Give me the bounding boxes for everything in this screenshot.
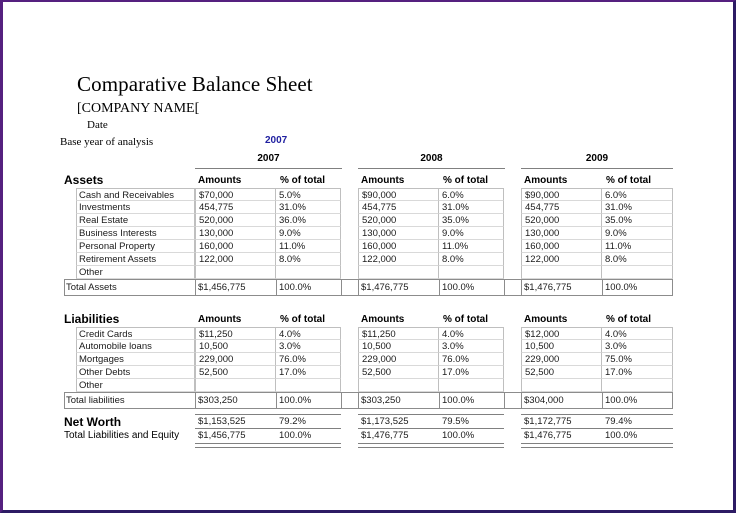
assets-cell-y2007-pct-6[interactable] <box>276 266 341 279</box>
liab-cell-y2009-amount-3[interactable]: 52,500 <box>521 366 602 379</box>
assets-cell-y2007-amount-2[interactable]: 520,000 <box>195 214 276 227</box>
total-liabilities-amount-2009: $304,000 <box>524 395 564 406</box>
col-header-percent-2007: % of total <box>280 175 325 186</box>
liab-col-header-amounts-2009: Amounts <box>524 314 568 325</box>
liab-cell-y2007-amount-0[interactable]: $11,250 <box>195 327 276 340</box>
assets-cell-y2009-amount-4[interactable]: 160,000 <box>521 240 602 253</box>
col-header-percent-2009: % of total <box>606 175 651 186</box>
total-liab-sep-4 <box>358 392 359 409</box>
total-assets-sep-2 <box>276 279 277 296</box>
assets-cell-y2009-pct-0[interactable]: 6.0% <box>602 188 673 201</box>
assets-cell-y2008-pct-2[interactable]: 35.0% <box>439 214 504 227</box>
total-liab-sep-3 <box>341 392 342 409</box>
assets-cell-y2008-amount-0[interactable]: $90,000 <box>358 188 439 201</box>
assets-cell-label-5[interactable]: Retirement Assets <box>76 253 195 266</box>
assets-cell-label-1[interactable]: Investments <box>76 201 195 214</box>
base-year-label: Base year of analysis <box>60 136 154 148</box>
assets-cell-y2008-pct-3[interactable]: 9.0% <box>439 227 504 240</box>
total-assets-sep-5 <box>439 279 440 296</box>
total-liabilities-percent-2009: 100.0% <box>605 395 638 406</box>
tle-double-rule-2008 <box>358 443 504 448</box>
assets-cell-y2008-pct-6[interactable] <box>439 266 504 279</box>
liab-cell-y2009-amount-1[interactable]: 10,500 <box>521 340 602 353</box>
assets-cell-y2009-amount-0[interactable]: $90,000 <box>521 188 602 201</box>
assets-cell-y2009-pct-1[interactable]: 31.0% <box>602 201 673 214</box>
tle-amount-2007: $1,456,775 <box>198 430 246 441</box>
liab-cell-y2007-pct-0[interactable]: 4.0% <box>276 327 341 340</box>
liab-cell-y2009-amount-2[interactable]: 229,000 <box>521 353 602 366</box>
total-assets-sep-6 <box>504 279 505 296</box>
total-liab-sep-1 <box>195 392 196 409</box>
liab-cell-y2008-amount-2[interactable]: 229,000 <box>358 353 439 366</box>
liab-cell-y2008-pct-1[interactable]: 3.0% <box>439 340 504 353</box>
net-worth-percent-2009: 79.4% <box>605 416 632 427</box>
liab-col-header-percent-2007: % of total <box>280 314 325 325</box>
assets-cell-y2007-pct-2[interactable]: 36.0% <box>276 214 341 227</box>
liab-cell-y2007-pct-2[interactable]: 76.0% <box>276 353 341 366</box>
total-liab-sep-6 <box>504 392 505 409</box>
liab-cell-y2007-amount-2[interactable]: 229,000 <box>195 353 276 366</box>
liab-cell-y2009-pct-2[interactable]: 75.0% <box>602 353 673 366</box>
assets-cell-y2008-amount-4[interactable]: 160,000 <box>358 240 439 253</box>
tle-double-rule-2009 <box>521 443 673 448</box>
liab-col-header-percent-2008: % of total <box>443 314 488 325</box>
liab-cell-y2008-pct-0[interactable]: 4.0% <box>439 327 504 340</box>
assets-cell-y2009-pct-5[interactable]: 8.0% <box>602 253 673 266</box>
liab-cell-label-3[interactable]: Other Debts <box>76 366 195 379</box>
assets-cell-y2007-amount-5[interactable]: 122,000 <box>195 253 276 266</box>
assets-cell-y2008-pct-5[interactable]: 8.0% <box>439 253 504 266</box>
assets-cell-label-2[interactable]: Real Estate <box>76 214 195 227</box>
assets-cell-y2007-amount-4[interactable]: 160,000 <box>195 240 276 253</box>
assets-cell-y2007-pct-1[interactable]: 31.0% <box>276 201 341 214</box>
net-worth-percent-2008: 79.5% <box>442 416 469 427</box>
assets-cell-y2008-amount-6[interactable] <box>358 266 439 279</box>
assets-cell-y2008-amount-5[interactable]: 122,000 <box>358 253 439 266</box>
assets-cell-y2008-pct-1[interactable]: 31.0% <box>439 201 504 214</box>
assets-cell-y2009-pct-2[interactable]: 35.0% <box>602 214 673 227</box>
assets-cell-label-4[interactable]: Personal Property <box>76 240 195 253</box>
total-assets-amount-2009: $1,476,775 <box>524 282 572 293</box>
assets-cell-y2008-amount-1[interactable]: 454,775 <box>358 201 439 214</box>
total-liab-sep-8 <box>602 392 603 409</box>
assets-cell-y2009-pct-3[interactable]: 9.0% <box>602 227 673 240</box>
tle-amount-2008: $1,476,775 <box>361 430 409 441</box>
section-title-liabilities: Liabilities <box>64 312 120 326</box>
liab-cell-y2009-pct-1[interactable]: 3.0% <box>602 340 673 353</box>
liab-cell-label-2[interactable]: Mortgages <box>76 353 195 366</box>
total-assets-sep-3 <box>341 279 342 296</box>
total-assets-sep-4 <box>358 279 359 296</box>
liab-cell-y2007-amount-4[interactable] <box>195 379 276 392</box>
assets-cell-label-3[interactable]: Business Interests <box>76 227 195 240</box>
col-header-amounts-2007: Amounts <box>198 175 242 186</box>
year-header-2009: 2009 <box>521 152 673 169</box>
col-header-amounts-2008: Amounts <box>361 175 405 186</box>
assets-cell-label-0[interactable]: Cash and Receivables <box>76 188 195 201</box>
liab-col-header-percent-2009: % of total <box>606 314 651 325</box>
liab-cell-y2007-pct-1[interactable]: 3.0% <box>276 340 341 353</box>
liab-cell-y2007-amount-3[interactable]: 52,500 <box>195 366 276 379</box>
col-header-amounts-2009: Amounts <box>524 175 568 186</box>
liab-cell-y2008-amount-1[interactable]: 10,500 <box>358 340 439 353</box>
net-worth-amount-2008: $1,173,525 <box>361 416 409 427</box>
liab-cell-y2008-amount-0[interactable]: $11,250 <box>358 327 439 340</box>
total-liabilities-amount-2008: $303,250 <box>361 395 401 406</box>
liab-cell-y2008-pct-3[interactable]: 17.0% <box>439 366 504 379</box>
year-header-2008: 2008 <box>358 152 505 169</box>
liab-cell-label-4[interactable]: Other <box>76 379 195 392</box>
total-assets-amount-2007: $1,456,775 <box>198 282 246 293</box>
total-assets-percent-2008: 100.0% <box>442 282 475 293</box>
assets-cell-y2007-amount-0[interactable]: $70,000 <box>195 188 276 201</box>
assets-cell-y2009-amount-1[interactable]: 454,775 <box>521 201 602 214</box>
total-assets-percent-2009: 100.0% <box>605 282 638 293</box>
total-liabilities-percent-2008: 100.0% <box>442 395 475 406</box>
total-assets-percent-2007: 100.0% <box>279 282 312 293</box>
liab-cell-y2007-pct-4[interactable] <box>276 379 341 392</box>
total-liab-sep-2 <box>276 392 277 409</box>
liab-cell-label-1[interactable]: Automobile loans <box>76 340 195 353</box>
net-worth-label: Net Worth <box>64 415 122 429</box>
assets-cell-y2009-amount-2[interactable]: 520,000 <box>521 214 602 227</box>
liab-col-header-amounts-2007: Amounts <box>198 314 242 325</box>
liab-cell-y2008-amount-3[interactable]: 52,500 <box>358 366 439 379</box>
tle-percent-2009: 100.0% <box>605 430 638 441</box>
total-assets-sep-7 <box>521 279 522 296</box>
assets-cell-y2008-pct-0[interactable]: 6.0% <box>439 188 504 201</box>
liab-cell-y2009-pct-3[interactable]: 17.0% <box>602 366 673 379</box>
liab-cell-y2008-pct-4[interactable] <box>439 379 504 392</box>
net-worth-percent-2007: 79.2% <box>279 416 306 427</box>
liab-cell-y2009-pct-4[interactable] <box>602 379 673 392</box>
assets-cell-y2009-amount-6[interactable] <box>521 266 602 279</box>
liab-col-header-amounts-2008: Amounts <box>361 314 405 325</box>
assets-cell-y2008-amount-2[interactable]: 520,000 <box>358 214 439 227</box>
liab-cell-y2007-pct-3[interactable]: 17.0% <box>276 366 341 379</box>
total-liab-sep-5 <box>439 392 440 409</box>
assets-cell-y2007-pct-5[interactable]: 8.0% <box>276 253 341 266</box>
total-liabilities-percent-2007: 100.0% <box>279 395 312 406</box>
assets-cell-y2008-amount-3[interactable]: 130,000 <box>358 227 439 240</box>
company-name-field[interactable]: [COMPANY NAME[ <box>77 101 200 116</box>
tle-amount-2009: $1,476,775 <box>524 430 572 441</box>
total-assets-amount-2008: $1,476,775 <box>361 282 409 293</box>
section-title-assets: Assets <box>64 173 104 187</box>
liab-cell-y2009-amount-0[interactable]: $12,000 <box>521 327 602 340</box>
total-liabilities-equity-label: Total Liabilities and Equity <box>64 430 180 441</box>
balance-sheet-canvas <box>3 2 733 509</box>
total-assets-sep-8 <box>602 279 603 296</box>
assets-cell-y2009-amount-3[interactable]: 130,000 <box>521 227 602 240</box>
liab-cell-y2007-amount-1[interactable]: 10,500 <box>195 340 276 353</box>
assets-cell-y2009-amount-5[interactable]: 122,000 <box>521 253 602 266</box>
liab-cell-y2009-amount-4[interactable] <box>521 379 602 392</box>
assets-cell-y2007-pct-3[interactable]: 9.0% <box>276 227 341 240</box>
assets-cell-y2009-pct-6[interactable] <box>602 266 673 279</box>
assets-cell-y2009-pct-4[interactable]: 11.0% <box>602 240 673 253</box>
total-liabilities-label: Total liabilities <box>66 395 125 406</box>
total-assets-label: Total Assets <box>66 282 117 293</box>
tle-double-rule-2007 <box>195 443 341 448</box>
year-header-2007: 2007 <box>195 152 342 169</box>
liab-cell-label-0[interactable]: Credit Cards <box>76 327 195 340</box>
total-liab-sep-7 <box>521 392 522 409</box>
total-assets-sep-1 <box>195 279 196 296</box>
assets-cell-y2007-amount-1[interactable]: 454,775 <box>195 201 276 214</box>
liab-cell-y2008-amount-4[interactable] <box>358 379 439 392</box>
assets-cell-y2007-pct-0[interactable]: 5.0% <box>276 188 341 201</box>
net-worth-amount-2009: $1,172,775 <box>524 416 572 427</box>
liab-cell-y2008-pct-2[interactable]: 76.0% <box>439 353 504 366</box>
net-worth-amount-2007: $1,153,525 <box>198 416 246 427</box>
total-liabilities-amount-2007: $303,250 <box>198 395 238 406</box>
assets-cell-label-6[interactable]: Other <box>76 266 195 279</box>
page-title: Comparative Balance Sheet <box>77 72 313 96</box>
assets-cell-y2007-amount-6[interactable] <box>195 266 276 279</box>
assets-cell-y2007-amount-3[interactable]: 130,000 <box>195 227 276 240</box>
tle-percent-2007: 100.0% <box>279 430 312 441</box>
col-header-percent-2008: % of total <box>443 175 488 186</box>
base-year-value[interactable]: 2007 <box>265 135 288 146</box>
tle-percent-2008: 100.0% <box>442 430 475 441</box>
assets-cell-y2008-pct-4[interactable]: 11.0% <box>439 240 504 253</box>
assets-cell-y2007-pct-4[interactable]: 11.0% <box>276 240 341 253</box>
liab-cell-y2009-pct-0[interactable]: 4.0% <box>602 327 673 340</box>
date-label[interactable]: Date <box>87 119 108 131</box>
